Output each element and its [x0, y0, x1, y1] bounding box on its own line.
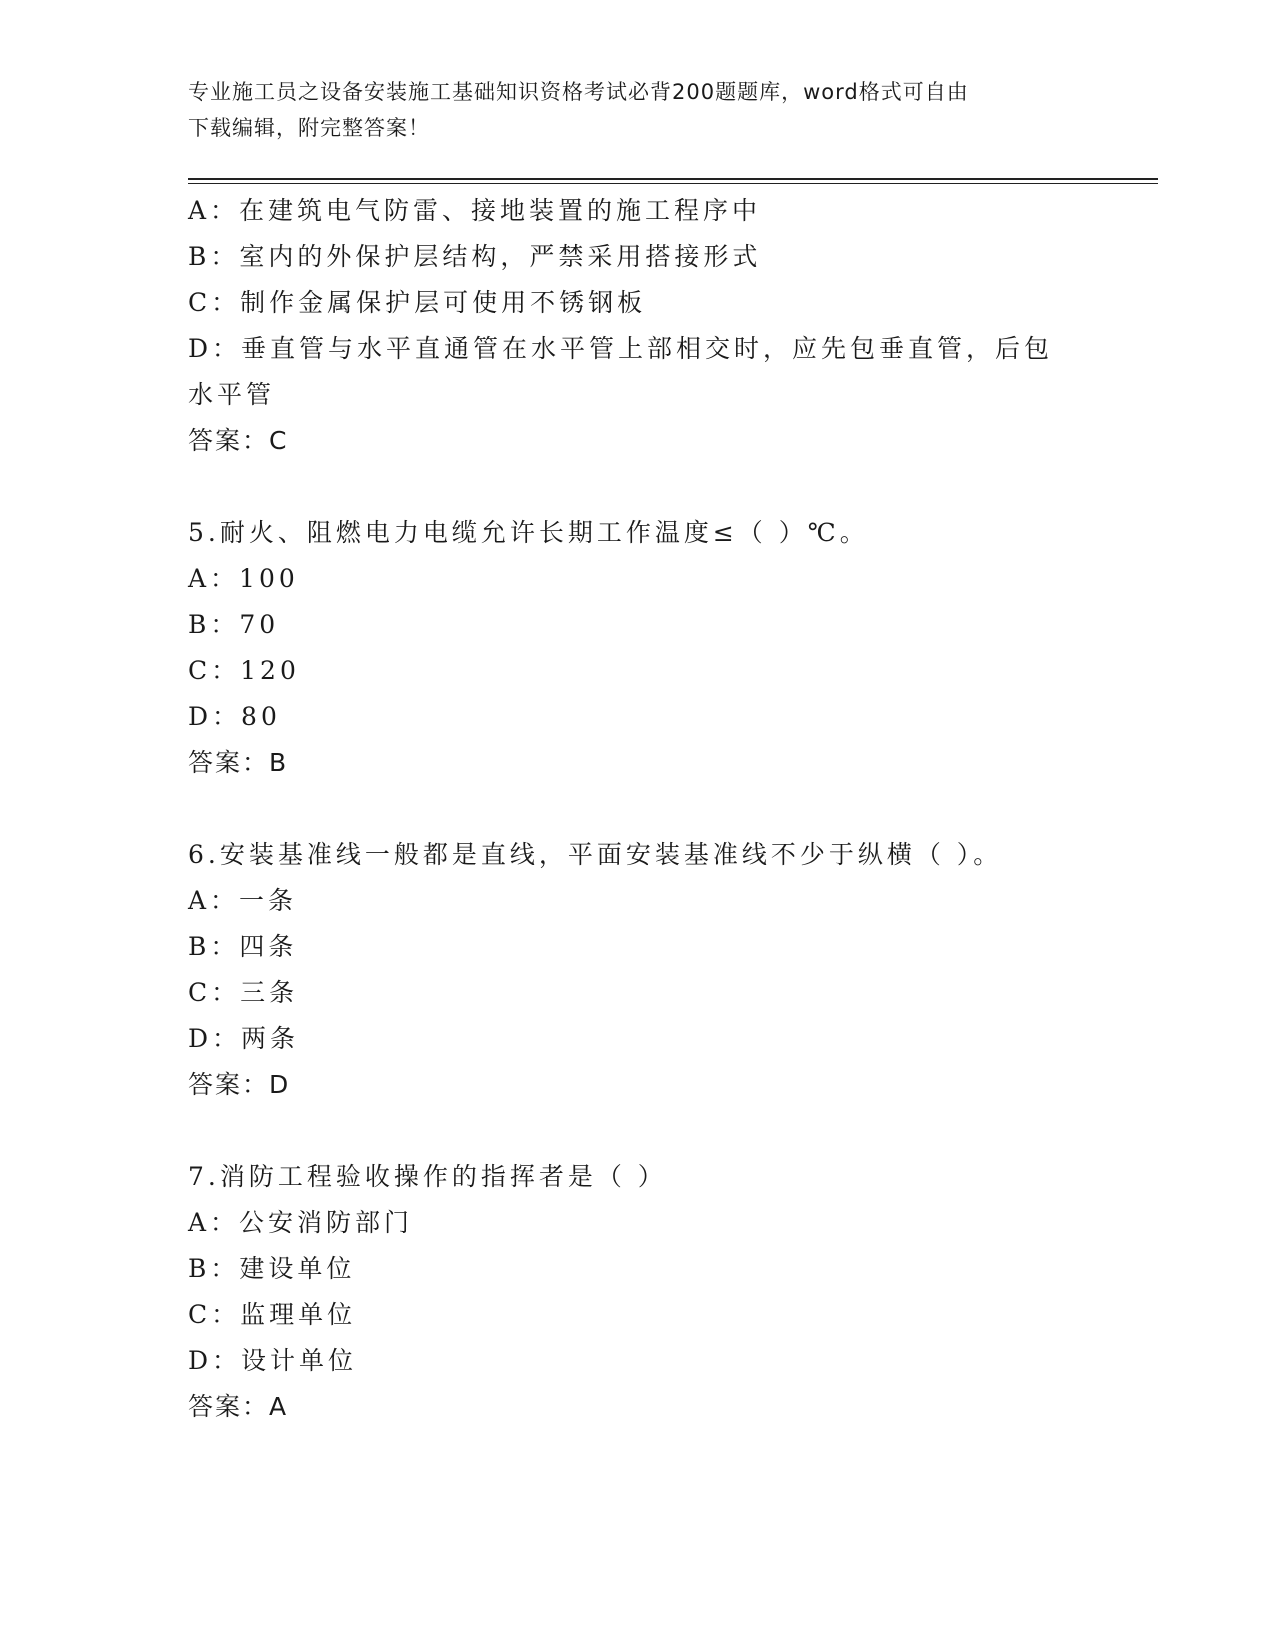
q4-option-c: C：制作金属保护层可使用不锈钢板: [188, 288, 647, 317]
q5-option-a: A：100: [188, 564, 299, 593]
question-6-block: [188, 832, 1088, 1108]
q6-answer: 答案：D: [188, 1070, 291, 1099]
q5-answer: 答案：B: [188, 748, 289, 777]
q5-option-b: B：70: [188, 610, 280, 639]
q6-question: 6.安装基准线一般都是直线，平面安装基准线不少于纵横（ ）。: [188, 840, 1003, 869]
question-5-block: [188, 510, 1088, 786]
question-4-block: [188, 188, 1088, 464]
q4-option-d: D：垂直管与水平直通管在水平管上部相交时，应先包垂直管，后包水平管: [188, 334, 1054, 409]
q5-option-d: D：80: [188, 702, 281, 731]
spacer: [188, 464, 1088, 510]
questions-content: [188, 188, 1088, 1430]
q7-option-d: D：设计单位: [188, 1346, 358, 1375]
header-line-1: 专业施工员之设备安装施工基础知识资格考试必背200题题库，word格式可自由: [188, 80, 969, 104]
q7-question: 7.消防工程验收操作的指挥者是（ ）: [188, 1162, 667, 1191]
q5-option-c: C：120: [188, 656, 300, 685]
q5-question: 5.耐火、阻燃电力电缆允许长期工作温度≤（ ）℃。: [188, 518, 869, 547]
q4-option-b: B：室内的外保护层结构，严禁采用搭接形式: [188, 242, 762, 271]
q4-option-a: A：在建筑电气防雷、接地装置的施工程序中: [188, 196, 762, 225]
spacer: [188, 786, 1088, 832]
q6-option-a: A：一条: [188, 886, 298, 915]
header-line-2: 下载编辑，附完整答案！: [188, 116, 430, 140]
q6-option-d: D：两条: [188, 1024, 300, 1053]
spacer: [188, 1108, 1088, 1154]
q6-option-c: C：三条: [188, 978, 299, 1007]
q7-option-a: A：公安消防部门: [188, 1208, 414, 1237]
header-rule-thick: [188, 178, 1158, 180]
q7-option-c: C：监理单位: [188, 1300, 357, 1329]
q7-answer: 答案：A: [188, 1392, 289, 1421]
document-header: [188, 74, 1068, 146]
q4-answer: 答案：C: [188, 426, 289, 455]
q7-option-b: B：建设单位: [188, 1254, 356, 1283]
header-rule-thin: [188, 183, 1158, 184]
q6-option-b: B：四条: [188, 932, 298, 961]
question-7-block: [188, 1154, 1088, 1430]
